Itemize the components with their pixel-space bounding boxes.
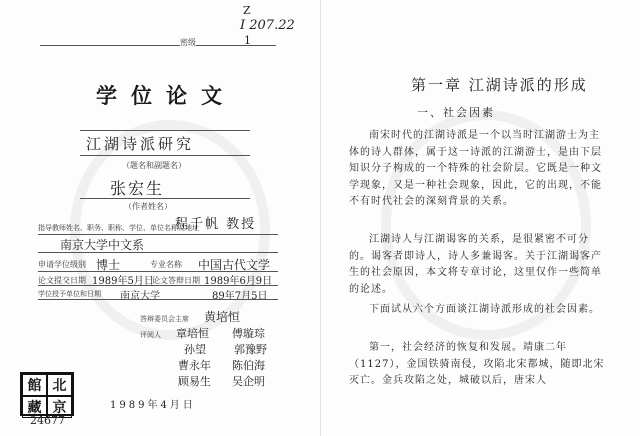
reviewer-name: 吴企明	[232, 375, 265, 388]
supervisor-name: 程千帆 教授	[175, 217, 257, 232]
reviewer-name: 郭豫野	[234, 343, 267, 356]
reviewers-label: 评阅人	[140, 331, 161, 339]
defense-value: 1989年6月9日	[204, 276, 273, 287]
classification-label: 密级	[180, 38, 196, 47]
reviewer-name: 章培恒	[176, 327, 209, 340]
author-name: 张宏生	[110, 179, 165, 198]
supervisor-label: 指导教师姓名、职务、职称、学位、单位名称及地址	[38, 224, 199, 232]
reviewer-name: 曹永年	[178, 359, 211, 372]
supervisor-rule	[38, 234, 278, 235]
body-paragraph: 下面试从六个方面谈江湖诗派形成的社会因素。	[369, 304, 600, 315]
stamp-char: 館	[22, 374, 47, 396]
body-paragraph: 南宋时代的江湖诗派是一个以当时江湖游士为主体的诗人群体，属于这一诗派的江湖游士，是由下层知识分子构成的一个特殊的社会阶层。它既是一种文学现象，又是一种社会现象，因此，它的出现，不能不有时代社会的深刻背景的关系。	[349, 130, 602, 207]
bottom-number: 24677	[30, 414, 65, 427]
grant-date-value: 89年7月5日	[212, 291, 268, 302]
supervisor-unit-rule	[38, 252, 278, 253]
submit-rule	[38, 285, 278, 286]
top-rule	[40, 45, 180, 46]
chapter-page	[320, 0, 640, 436]
body-paragraph: 江湖诗人与江湖谒客的关系，是很紧密不可分的。谒客者即诗人，诗人多兼谒客。关于江湖谒客产生的社会原因，本文将专章讨论，这里仅作一些简单的论述。	[349, 234, 602, 295]
committee-chair-value: 黄培恒	[204, 310, 241, 324]
title-caption: （题名和副题名）	[122, 161, 186, 170]
reviewer-name: 傅璇琮	[232, 327, 265, 340]
author-caption: （作者姓名）	[124, 202, 172, 211]
stamp-char: 北	[47, 374, 72, 396]
grant-rule	[38, 299, 278, 300]
major-label: 专业名称	[150, 260, 182, 269]
thesis-heading: 学位论文	[96, 83, 236, 108]
classification-rule	[196, 45, 276, 46]
stamp-char: 京	[47, 396, 72, 418]
body-paragraph: 第一，社会经济的恢复和发展。靖康二年（1127），金国铁骑南侵，攻陷北宋都城，随即北宋灭亡。金兵攻陷之处，城破以后，唐宋人	[349, 342, 605, 386]
bottom-date: 1989年4月日	[110, 400, 196, 411]
submit-label: 论文提交日期	[38, 276, 86, 285]
committee-chair-label: 答辩委员会主席	[140, 315, 189, 323]
submit-value: 1989年5月日	[92, 276, 154, 287]
supervisor-unit: 南京大学中文系	[60, 238, 145, 252]
degree-label: 申请学位级别	[38, 260, 86, 269]
thesis-title: 江湖诗派研究	[86, 135, 195, 153]
title-rule-top	[80, 130, 250, 131]
copy-mark: 1	[244, 34, 251, 47]
section-title: 一、社会因素	[417, 106, 495, 119]
degree-value: 博士	[96, 258, 121, 272]
chapter-title: 第一章 江湖诗派的形成	[411, 76, 588, 94]
author-rule	[80, 198, 250, 199]
grant-unit-label: 学位授予单位和日期	[38, 290, 101, 298]
reviewer-name: 顾易生	[178, 375, 211, 388]
reviewer-name: 陈伯海	[232, 359, 265, 372]
title-rule-bottom	[80, 155, 250, 156]
major-value: 中国古代文学	[198, 258, 271, 272]
library-stamp	[20, 372, 74, 416]
reviewer-name: 孙望	[184, 343, 206, 356]
defense-label: 论文答辩日期	[152, 276, 200, 285]
stamp-char: 藏	[22, 396, 47, 418]
call-number: I 207.22	[240, 18, 295, 33]
grant-unit-value: 南京大学	[120, 291, 160, 302]
z-mark: Z	[243, 4, 251, 17]
